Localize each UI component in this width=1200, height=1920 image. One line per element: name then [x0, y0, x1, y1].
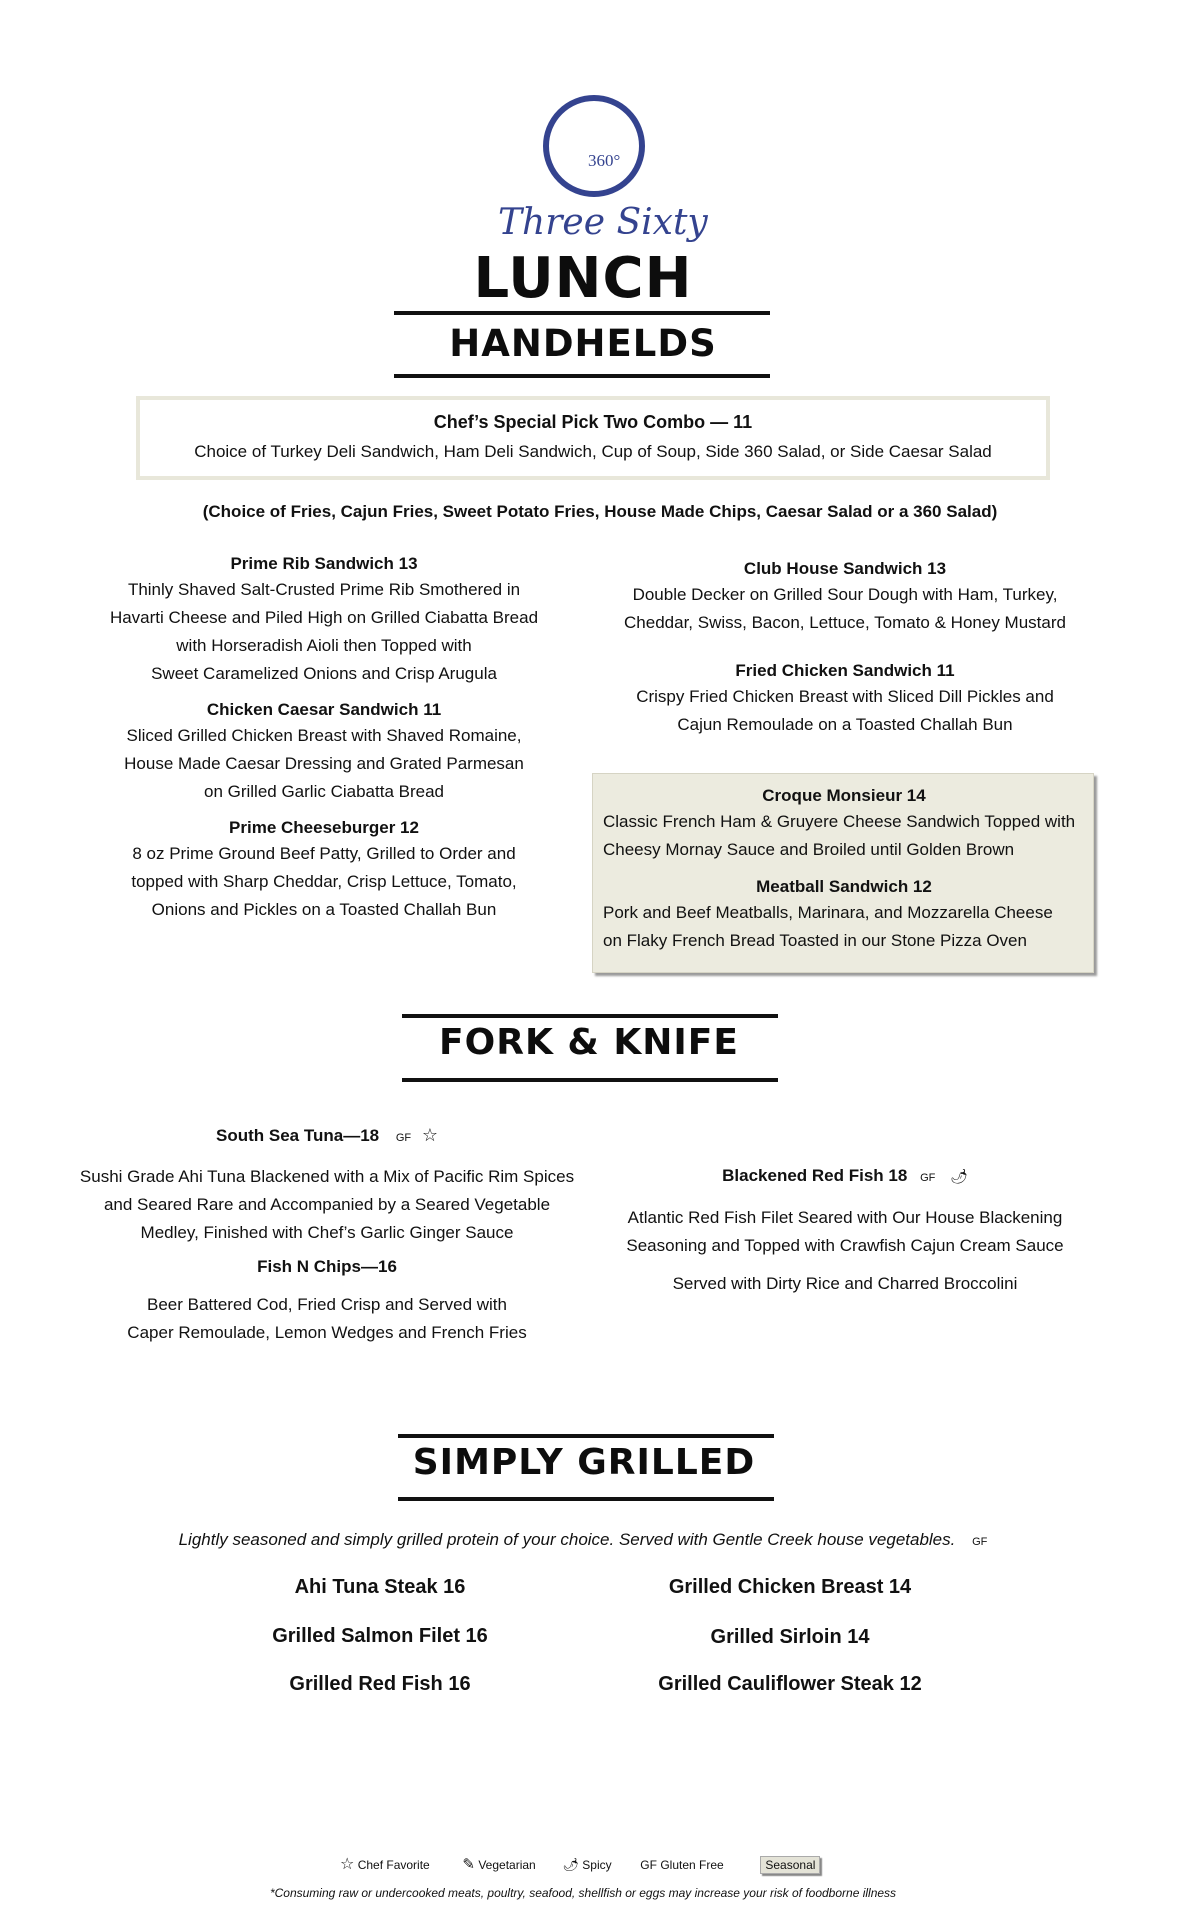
item-name: Meatball Sandwich 12 [756, 877, 932, 896]
item-name: Croque Monsieur 14 [762, 786, 926, 805]
legend-vegetarian: Vegetarian [478, 1858, 536, 1872]
spicy-pepper-icon: 🌶︎ [562, 1857, 579, 1872]
divider [394, 374, 770, 378]
item-desc: Sushi Grade Ahi Tuna Blackened with a Mix of Pacific Rim Spices [79, 1167, 575, 1186]
item-name: Prime Cheeseburger 12 [229, 818, 419, 837]
combo-title: Chef’s Special Pick Two Combo — 11 [433, 412, 753, 432]
logo-ring [546, 98, 642, 194]
item-desc: on Grilled Garlic Ciabatta Bread [203, 782, 444, 801]
item-name: Chicken Caesar Sandwich 11 [206, 700, 442, 719]
grilled-item: Grilled Salmon Filet 16 [272, 1625, 488, 1647]
served-with: Served with Dirty Rice and Charred Broccolini [672, 1274, 1018, 1293]
three-sixty-logo [490, 84, 708, 259]
legend [340, 1854, 880, 1874]
logo-degree: 360° [588, 151, 621, 170]
legend-gf-abbr: GF [640, 1858, 657, 1872]
menu-item [600, 659, 1090, 739]
grilled-item: Grilled Cauliflower Steak 12 [658, 1673, 922, 1695]
gf-tag: GF [920, 1172, 936, 1184]
item-desc: Sweet Caramelized Onions and Crisp Arugula [151, 664, 497, 683]
section-title-handhelds: HANDHELDS [449, 322, 717, 365]
logo-script: Three Sixty [498, 202, 708, 243]
item-desc: Onions and Pickles on a Toasted Challah Bun [151, 900, 497, 919]
item-title: Blackened Red Fish 18 [722, 1166, 908, 1185]
grilled-item: Grilled Sirloin 14 [710, 1626, 870, 1648]
seasonal-box [592, 773, 1094, 973]
handhelds-left-column [80, 552, 568, 924]
divider [398, 1497, 774, 1501]
disclaimer: *Consuming raw or undercooked meats, poultry, seafood, shellfish or eggs may increase your risk of foodborne illness [269, 1886, 897, 1900]
section-title-simply-grilled: SIMPLY GRILLED [412, 1442, 756, 1483]
item-desc: Atlantic Red Fish Filet Seared with Our House Blackening [627, 1208, 1063, 1227]
item-desc: 8 oz Prime Ground Beef Patty, Grilled to Order and [132, 844, 516, 863]
fork-left-column [60, 1122, 594, 1347]
item-desc: with Horseradish Aioli then Topped with [176, 636, 472, 655]
item-name: Club House Sandwich 13 [743, 559, 947, 578]
item-desc: House Made Caesar Dressing and Grated Parmesan [124, 754, 524, 773]
spicy-pepper-icon: 🌶︎ [950, 1168, 968, 1184]
grilled-right-column [590, 1574, 990, 1697]
item-desc: Caper Remoulade, Lemon Wedges and French Fries [127, 1323, 527, 1342]
item-name: Prime Rib Sandwich 13 [230, 554, 418, 573]
legend-seasonal: Seasonal [760, 1856, 820, 1874]
menu-item [600, 557, 1090, 637]
item-desc: Havarti Cheese and Piled High on Grilled Ciabatta Bread [109, 608, 539, 627]
star-icon: ☆ [340, 1856, 355, 1873]
menu-item [80, 552, 568, 688]
legend-chef-favorite: Chef Favorite [357, 1858, 430, 1872]
item-desc: topped with Sharp Cheddar, Crisp Lettuce, Tomato, [131, 872, 517, 891]
gf-tag: GF [972, 1536, 988, 1548]
item-name: Fish N Chips—16 [257, 1257, 397, 1276]
menu-item [80, 698, 568, 806]
item-desc: Cheesy Mornay Sauce and Broiled until Golden Brown [603, 840, 1015, 859]
combo-desc: Choice of Turkey Deli Sandwich, Ham Deli Sandwich, Cup of Soup, Side 360 Salad, or Side Caesar Salad [194, 442, 992, 461]
section-title-fork-knife: FORK & KNIFE [439, 1022, 739, 1063]
gf-tag: GF [395, 1132, 412, 1144]
item-desc: and Seared Rare and Accompanied by a Seared Vegetable [103, 1195, 551, 1214]
item-name [60, 1122, 594, 1151]
menu-item [80, 816, 568, 924]
item-title: South Sea Tuna—18 [216, 1126, 380, 1145]
grilled-intro [0, 1530, 1166, 1550]
legend-spicy: Spicy [582, 1858, 612, 1872]
divider [394, 311, 770, 315]
page-title: LUNCH [473, 246, 693, 311]
grilled-intro-text: Lightly seasoned and simply grilled protein of your choice. Served with Gentle Creek house vegetables. [178, 1530, 956, 1549]
grilled-item: Grilled Red Fish 16 [289, 1673, 471, 1695]
star-icon: ☆ [421, 1125, 438, 1145]
divider [402, 1078, 778, 1082]
divider [398, 1434, 774, 1438]
item-desc: Seasoning and Topped with Crawfish Cajun Cream Sauce [626, 1236, 1064, 1255]
combo-box [136, 396, 1050, 480]
item-desc: Cajun Remoulade on a Toasted Challah Bun [677, 715, 1013, 734]
grilled-item: Grilled Chicken Breast 14 [668, 1576, 912, 1598]
grilled-item: Ahi Tuna Steak 16 [294, 1576, 466, 1598]
vegetarian-leaf-icon: ✎ [462, 1856, 475, 1873]
item-name: Fried Chicken Sandwich 11 [735, 661, 955, 680]
legend-gluten-free: Gluten Free [660, 1858, 724, 1872]
item-desc: Beer Battered Cod, Fried Crisp and Served with [146, 1295, 507, 1314]
item-desc: Classic French Ham & Gruyere Cheese Sandwich Topped with [603, 812, 1076, 831]
item-desc: Crispy Fried Chicken Breast with Sliced Dill Pickles and [636, 687, 1054, 706]
sides-note: (Choice of Fries, Cajun Fries, Sweet Potato Fries, House Made Chips, Caesar Salad or a 360 Salad) [202, 502, 998, 521]
item-desc: Medley, Finished with Chef’s Garlic Ginger Sauce [140, 1223, 514, 1242]
handhelds-right-column [600, 557, 1090, 739]
item-name [604, 1164, 1086, 1190]
item-desc: Double Decker on Grilled Sour Dough with Ham, Turkey, [632, 585, 1058, 604]
item-desc: Cheddar, Swiss, Bacon, Lettuce, Tomato & Honey Mustard [624, 613, 1066, 632]
item-desc: Pork and Beef Meatballs, Marinara, and Mozzarella Cheese [603, 903, 1053, 922]
grilled-left-column [180, 1574, 580, 1697]
item-desc: Sliced Grilled Chicken Breast with Shaved Romaine, [126, 726, 522, 745]
item-desc: Thinly Shaved Salt-Crusted Prime Rib Smothered in [127, 580, 521, 599]
divider [402, 1014, 778, 1018]
fork-right-column [604, 1164, 1086, 1298]
item-desc: on Flaky French Bread Toasted in our Stone Pizza Oven [603, 931, 1027, 950]
